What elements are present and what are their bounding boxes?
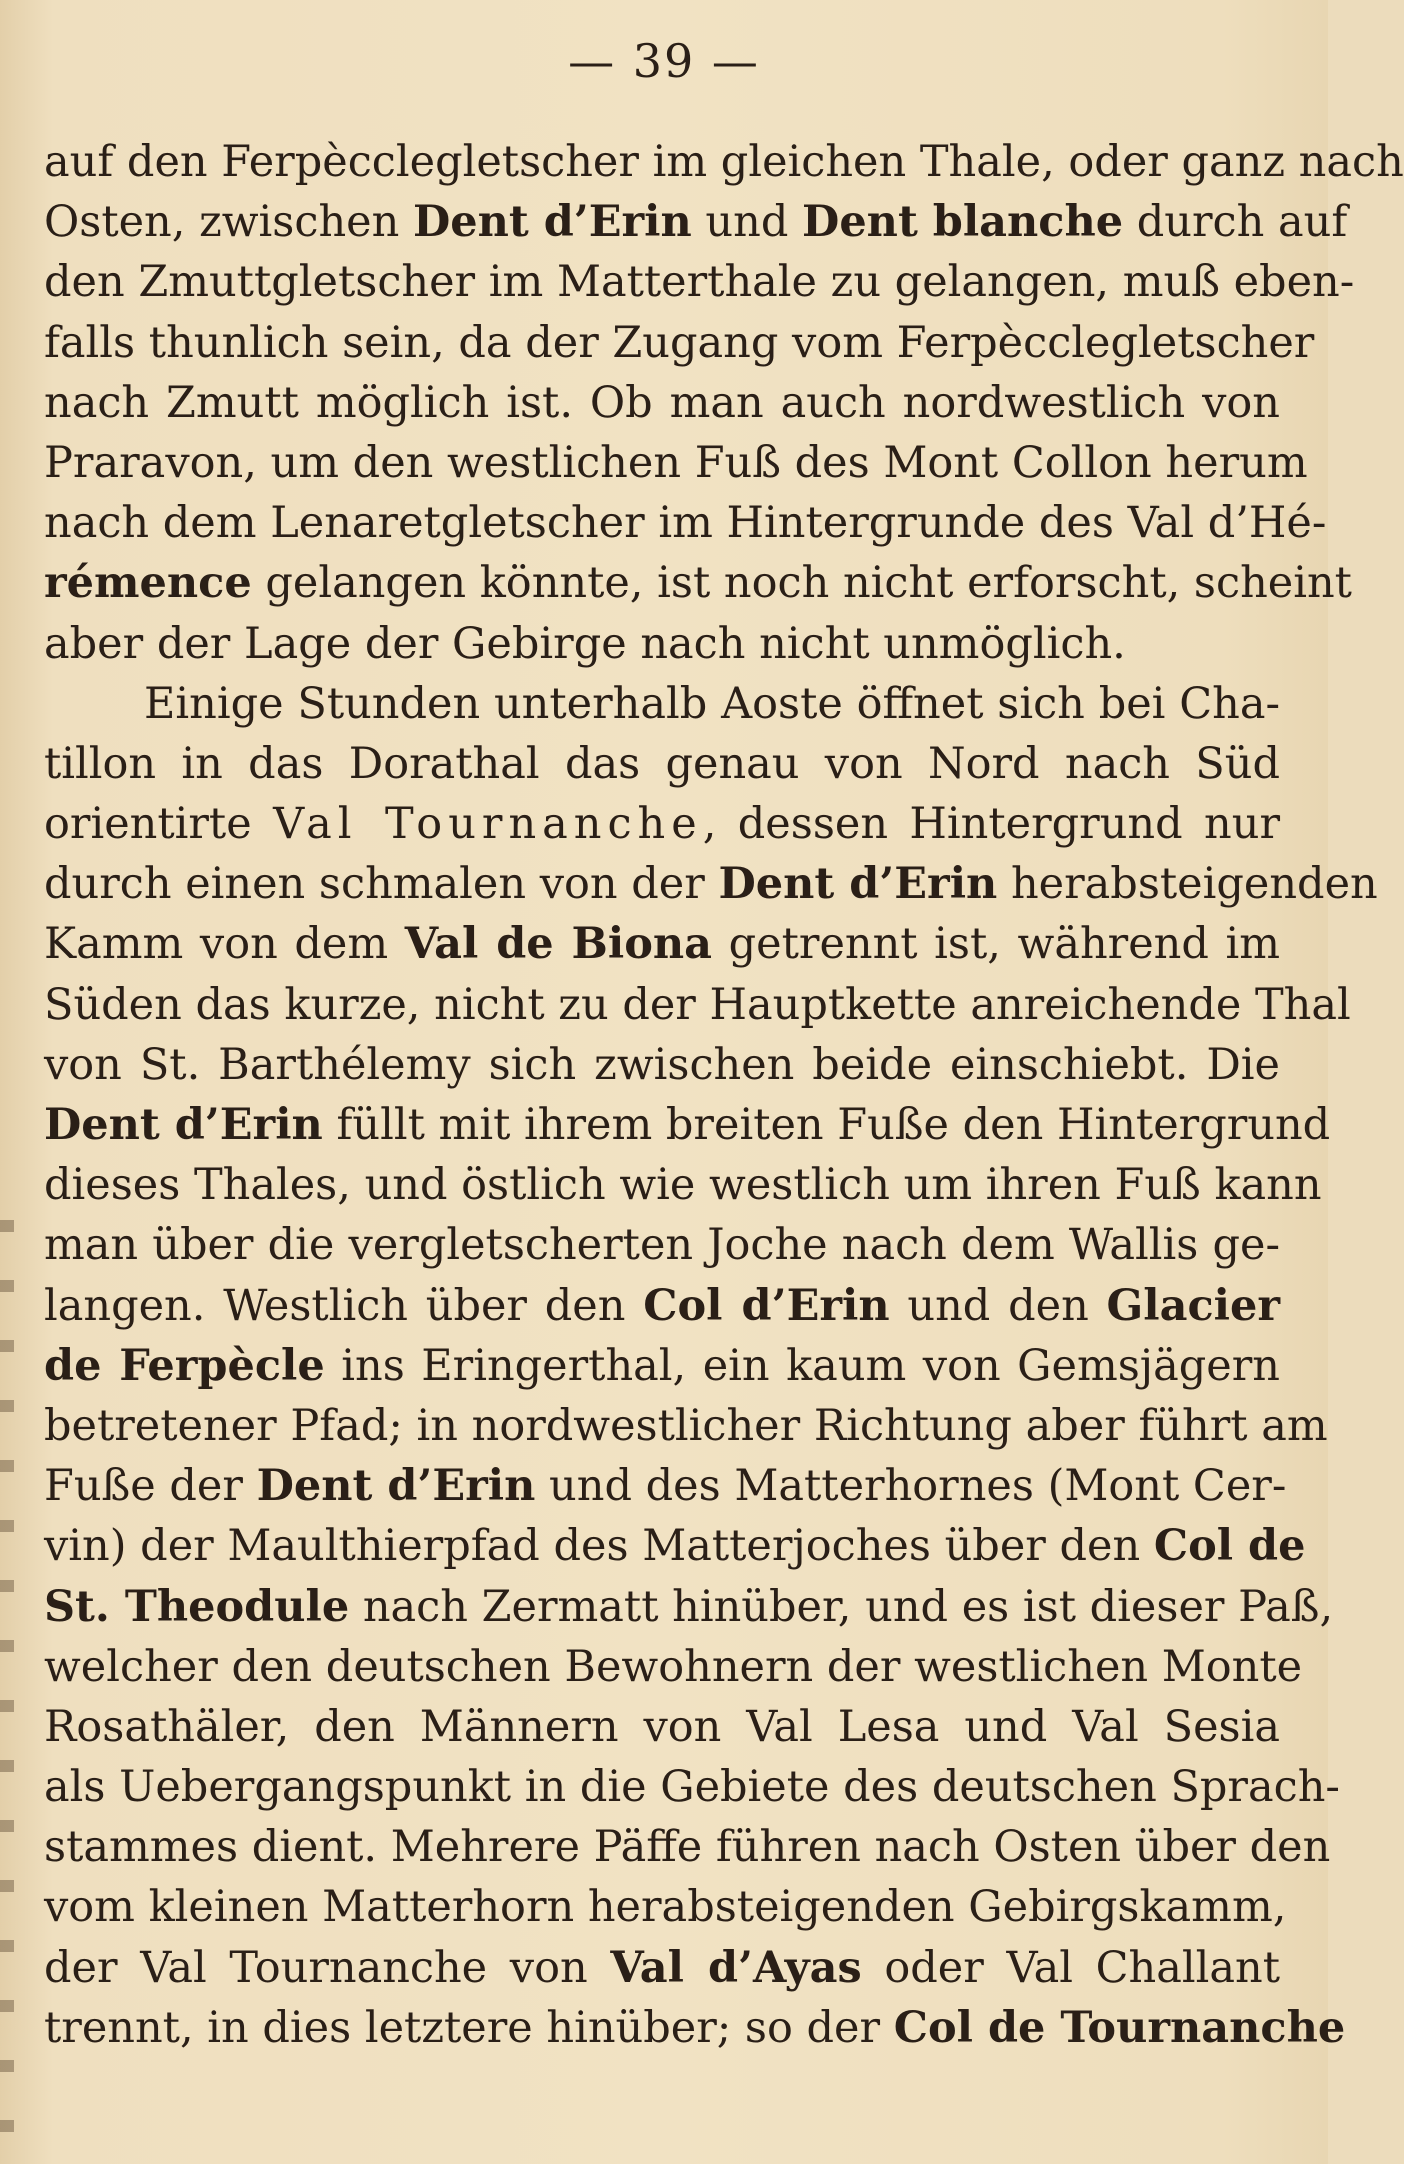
- text-line: [44, 1516, 1306, 1576]
- text-line: [44, 1877, 1287, 1937]
- text-segment: orientirte: [44, 799, 274, 850]
- text-line: [44, 252, 1355, 312]
- text-line: [44, 553, 1352, 613]
- text-line: [44, 614, 1280, 674]
- text-segment: ins Eringerthal, ein kaum von Gemsjägern: [324, 1340, 1281, 1391]
- antiqua-term: Glacier: [1106, 1280, 1280, 1331]
- antiqua-term: Dent d’Erin: [718, 859, 998, 910]
- text-segment: Kamm von dem: [44, 919, 405, 970]
- text-segment: oder Val Challant: [861, 1942, 1280, 1993]
- text-segment: von St. Barthélemy sich zwischen beide einschiebt. Die: [44, 1039, 1280, 1090]
- text-segment: der Val Tournanche von: [44, 1942, 611, 1993]
- text-line: [44, 192, 1348, 252]
- text-line: [44, 914, 1280, 974]
- text-segment: auf den Ferpècclegletscher im gleichen Thale, oder ganz nach: [44, 137, 1404, 187]
- antiqua-term: Dent d’Erin: [412, 197, 692, 248]
- text-segment: herabsteigenden: [997, 859, 1378, 910]
- antiqua-term: rémence: [44, 558, 252, 609]
- antiqua-term: de Ferpècle: [44, 1340, 325, 1391]
- text-line: [44, 1215, 1280, 1275]
- text-line: [44, 1336, 1280, 1396]
- page-edge-shadow: [0, 1180, 14, 2140]
- text-segment: gelangen könnte, ist noch nicht erforscht, scheint: [251, 558, 1352, 609]
- text-line: [44, 433, 1308, 493]
- text-line: [44, 734, 1280, 794]
- text-line: [44, 1456, 1287, 1516]
- text-segment: tillon in das Dorathal das genau von Nord nach Süd: [44, 738, 1280, 789]
- text-line: [44, 1155, 1322, 1215]
- text-segment: Süden das kurze, nicht zu der Hauptkette anreichende Thal: [44, 979, 1351, 1030]
- text-segment: getrennt ist, während im: [712, 919, 1281, 970]
- text-line: [44, 1577, 1334, 1637]
- text-segment: und: [691, 197, 803, 248]
- text-segment: langen. Westlich über den: [44, 1280, 644, 1331]
- text-segment: und den: [889, 1280, 1107, 1331]
- antiqua-term: Dent blanche: [802, 197, 1124, 248]
- text-segment: den Zmuttgletscher im Matterthale zu gelangen, muß eben-: [44, 257, 1355, 308]
- antiqua-term: Col de: [1153, 1521, 1306, 1572]
- text-line: [44, 975, 1351, 1035]
- text-line: [44, 674, 1280, 734]
- text-line: [44, 373, 1280, 433]
- text-segment: dieses Thales, und östlich wie westlich um ihren Fuß kann: [44, 1160, 1322, 1211]
- text-line: [44, 493, 1327, 553]
- antiqua-term: Val de Biona: [404, 919, 713, 970]
- text-line: [44, 1095, 1331, 1155]
- text-line: [44, 1637, 1303, 1697]
- text-line: [44, 854, 1378, 914]
- text-line: [44, 1938, 1280, 1998]
- text-segment: aber der Lage der Gebirge nach nicht unmöglich.: [44, 618, 1126, 669]
- text-segment: Osten, zwischen: [44, 197, 413, 248]
- text-segment: stammes dient. Mehrere Päffe führen nach Osten über den: [44, 1822, 1331, 1873]
- text-segment: trennt, in dies letztere hinüber; so der: [44, 2002, 894, 2053]
- antiqua-term: Col d’Erin: [643, 1280, 890, 1331]
- antiqua-term: Col de Tournanche: [893, 2002, 1346, 2053]
- text-segment: nach dem Lenaretgletscher im Hintergrunde des: [44, 498, 1128, 549]
- antiqua-term: Dent d’Erin: [44, 1100, 323, 1150]
- text-segment: nach Zmutt möglich ist. Ob man auch nordwestlich von: [44, 377, 1280, 428]
- text-segment: füllt mit ihrem breiten Fuße den Hintergrund: [322, 1100, 1331, 1150]
- text-line: [44, 1757, 1340, 1817]
- body-text: [44, 132, 1404, 2058]
- spaced-term: Val Tournanche: [273, 799, 703, 850]
- text-segment: nach Zermatt hinüber, und es ist dieser Paß,: [349, 1581, 1334, 1632]
- antiqua-term: Val d’Ayas: [610, 1942, 862, 1993]
- text-segment: Fuße der: [44, 1461, 257, 1512]
- text-line: [44, 132, 1404, 192]
- text-segment: Einige Stunden unterhalb Aoste öffnet sich bei Cha-: [144, 678, 1280, 729]
- text-line: [44, 1998, 1346, 2058]
- text-line: [44, 794, 1280, 854]
- text-segment: als Uebergangspunkt in die Gebiete des deutschen Sprach-: [44, 1762, 1340, 1813]
- text-segment: durch einen schmalen von der: [44, 859, 719, 910]
- text-segment: Rosathäler, den Männern von Val Lesa und Val Sesia: [44, 1701, 1280, 1752]
- text-line: [44, 1035, 1280, 1095]
- text-segment: vin) der Maulthierpfad des Matterjoches über den: [44, 1521, 1154, 1572]
- page-number: — 39 —: [568, 34, 760, 88]
- text-segment: welcher den deutschen Bewohnern der westlichen Monte: [44, 1641, 1303, 1692]
- text-segment: vom kleinen Matterhorn herabsteigenden Gebirgskamm,: [44, 1882, 1287, 1933]
- text-segment: und des Matterhornes (Mont Cer-: [535, 1461, 1287, 1512]
- text-segment: falls thunlich sein, da der Zugang vom Ferpècclegletscher: [44, 317, 1315, 368]
- text-segment: Val d’Hé-: [1127, 498, 1327, 549]
- text-segment: betretener Pfad; in nordwestlicher Richtung aber führt am: [44, 1400, 1328, 1451]
- text-segment: , dessen Hintergrund nur: [702, 799, 1281, 850]
- text-line: [44, 1276, 1280, 1336]
- text-line: [44, 313, 1315, 373]
- text-segment: man über die vergletscherten Joche nach dem Wallis ge-: [44, 1220, 1280, 1271]
- antiqua-term: St. Theodule: [44, 1581, 350, 1632]
- text-segment: durch auf: [1123, 197, 1348, 248]
- text-line: [44, 1396, 1328, 1456]
- text-line: [44, 1817, 1331, 1877]
- text-segment: Praravon, um den westlichen Fuß des Mont Collon herum: [44, 437, 1308, 488]
- text-line: [44, 1697, 1280, 1757]
- antiqua-term: Dent d’Erin: [256, 1461, 536, 1512]
